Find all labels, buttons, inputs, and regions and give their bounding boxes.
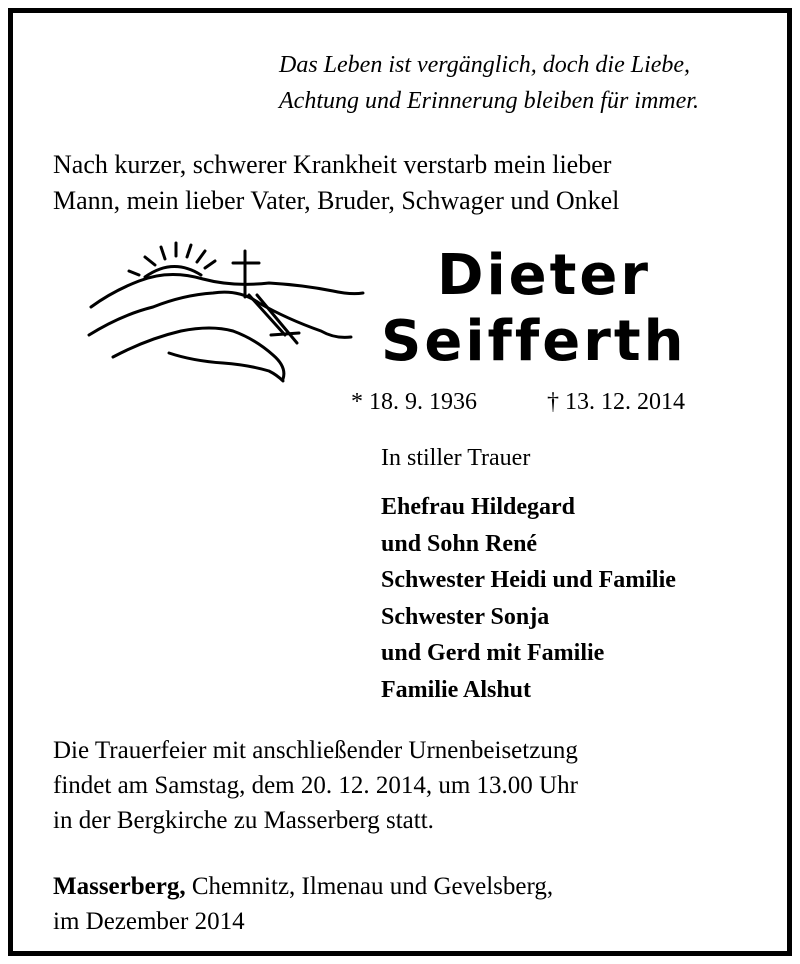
mourner-name: Schwester Heidi und Familie bbox=[381, 567, 676, 593]
mourner-name: und Gerd mit Familie bbox=[381, 640, 605, 666]
motto-quote bbox=[279, 47, 779, 119]
place-and-date bbox=[53, 869, 773, 939]
service-info bbox=[53, 733, 773, 838]
mourning-label: In stiller Trauer bbox=[381, 445, 531, 471]
place-date: im Dezember 2014 bbox=[53, 908, 245, 935]
deceased-name bbox=[381, 243, 791, 375]
mourner-name: Familie Alshut bbox=[381, 676, 532, 703]
mourner-name: und Sohn René bbox=[381, 530, 538, 557]
last-name: Seifferth bbox=[381, 309, 687, 374]
hills-sun-cross-icon bbox=[73, 235, 373, 385]
mourners-list bbox=[381, 489, 800, 708]
place-primary: Masserberg, bbox=[53, 873, 186, 900]
death-symbol: † bbox=[547, 389, 559, 415]
birth-symbol: * bbox=[351, 389, 363, 415]
intro-line: Mann, mein lieber Vater, Bruder, Schwager und Onkel bbox=[53, 186, 620, 215]
obituary-frame bbox=[8, 8, 792, 956]
motto-line: Das Leben ist vergänglich, doch die Liebe, bbox=[279, 52, 691, 78]
intro-text bbox=[53, 147, 773, 219]
mourner-name: Ehefrau Hildegard bbox=[381, 494, 576, 520]
death-date: 13. 12. 2014 bbox=[565, 389, 685, 415]
service-line: in der Bergkirche zu Masserberg statt. bbox=[53, 807, 434, 834]
first-name: Dieter bbox=[437, 243, 652, 308]
place-others: Chemnitz, Ilmenau und Gevelsberg, bbox=[191, 873, 554, 900]
birth-date: 18. 9. 1936 bbox=[369, 389, 477, 415]
mourner-name: Schwester Sonja bbox=[381, 603, 550, 630]
motto-line: Achtung und Erinnerung bleiben für immer. bbox=[279, 88, 699, 114]
service-line: findet am Samstag, dem 20. 12. 2014, um 13.00 Uhr bbox=[53, 772, 578, 799]
service-line: Die Trauerfeier mit anschließender Urnenbeisetzung bbox=[53, 737, 578, 764]
life-dates bbox=[351, 385, 771, 419]
intro-line: Nach kurzer, schwerer Krankheit verstarb mein lieber bbox=[53, 150, 612, 179]
